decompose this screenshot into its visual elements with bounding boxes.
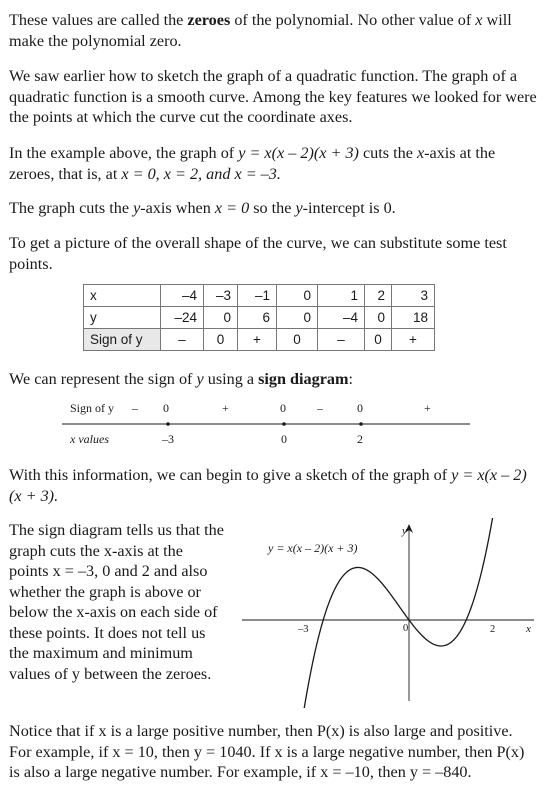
table-cell: –4 xyxy=(161,285,204,307)
row-header: Sign of y xyxy=(84,329,161,351)
text: -intercept is 0. xyxy=(302,199,396,217)
table-cell: 0 xyxy=(365,307,392,329)
table-cell: + xyxy=(238,329,277,351)
bold-term: sign diagram xyxy=(258,370,349,388)
x-values-label: x values xyxy=(70,432,109,446)
table-cell: 0 xyxy=(277,307,318,329)
table-cell: 0 xyxy=(277,285,318,307)
table-cell: + xyxy=(392,329,435,351)
row-header: y xyxy=(84,307,161,329)
zero-value: 2 xyxy=(357,432,363,446)
bold-term: zeroes xyxy=(187,11,231,29)
var: y xyxy=(196,370,204,388)
text: cuts the xyxy=(358,144,417,162)
table-cell: –4 xyxy=(318,307,365,329)
sign-label: Sign of y xyxy=(70,401,115,415)
table-cell: 6 xyxy=(238,307,277,329)
equation-label: y = x(x – 2)(x + 3) xyxy=(268,541,358,555)
table-cell: 0 xyxy=(204,329,238,351)
text: In the example above, the graph of xyxy=(9,144,239,162)
var: x xyxy=(416,144,425,162)
paragraph-test-points: To get a picture of the overall shape of the curve, we can substitute some test points. xyxy=(9,234,507,273)
text: We can represent the sign of xyxy=(9,370,197,388)
sign-value: – xyxy=(132,401,138,415)
zero-value: –3 xyxy=(162,432,174,446)
sign-value: + xyxy=(222,401,229,415)
values: x = 0, x = 2, and x = –3. xyxy=(121,164,281,183)
table-cell: –3 xyxy=(204,285,238,307)
paragraph-large-values: Notice that if x is a large positive number, then P(x) is also large and positive. For example, if x = 10, then y = 1040. If x is a large negative number, then P(x) is also a large negative number. For example, if x = –10, then y = –840. xyxy=(9,722,525,781)
var: x xyxy=(475,11,483,29)
sign-value: – xyxy=(317,401,323,415)
table-cell: 18 xyxy=(392,307,435,329)
table-cell: 0 xyxy=(365,329,392,351)
paragraph-quadratic: We saw earlier how to sketch the graph of a quadratic function. The graph of a quadratic function is a smooth curve. Among the key features we looked for were the points at which the curve cut the coordinate axes. xyxy=(9,67,537,126)
tick-label-2: 2 xyxy=(490,624,496,635)
equation: y = x(x – 2)(x + 3). xyxy=(9,466,527,505)
cubic-graph xyxy=(238,518,543,708)
y-axis-label: y xyxy=(402,525,407,537)
var: y xyxy=(133,199,141,217)
text: With this information, we can begin to give a sketch of the graph of xyxy=(9,466,452,484)
table-cell: 1 xyxy=(318,285,365,307)
paragraph-sign-diagram-explanation: The sign diagram tells us that the graph cuts the x-axis at the points x = –3, 0 and 2 and also whether the graph is above or below the x-axis on each side of these points. It does not tell us the maximum and minimum values of y between the zeroes. xyxy=(9,521,224,683)
text: -axis at the zeroes, that is, at xyxy=(9,144,496,183)
table-cell: 0 xyxy=(204,307,238,329)
equation: y = x(x – 2)(x + 3) xyxy=(238,144,359,162)
sign-value: 0 xyxy=(280,401,286,415)
var: y xyxy=(295,199,303,217)
sign-value: 0 xyxy=(357,401,363,415)
table-cell: 0 xyxy=(277,329,318,351)
table-cell: –1 xyxy=(238,285,277,307)
text: These values are called the xyxy=(9,11,188,29)
tick-label-0: 0 xyxy=(403,623,409,634)
paragraph-sketch xyxy=(9,465,539,506)
table-cell: – xyxy=(318,329,365,351)
zero-value: 0 xyxy=(281,432,287,446)
text: : xyxy=(348,370,353,388)
text: using a xyxy=(203,370,259,388)
table-cell: –24 xyxy=(161,307,204,329)
sign-value: + xyxy=(424,401,431,415)
text: will make the polynomial zero. xyxy=(9,11,512,50)
table-cell: 3 xyxy=(392,285,435,307)
table-cell: 2 xyxy=(365,285,392,307)
x-axis-label: x xyxy=(526,623,531,635)
row-header: x xyxy=(84,285,161,307)
tick-label-neg3: –3 xyxy=(298,624,309,635)
sign-value: 0 xyxy=(163,401,169,415)
text: The graph cuts the xyxy=(9,199,134,217)
text: of the polynomial. No other value of xyxy=(230,11,476,29)
table-cell: – xyxy=(161,329,204,351)
text: -axis when xyxy=(140,199,215,217)
text: so the xyxy=(249,199,296,217)
var: x = 0 xyxy=(214,199,250,217)
